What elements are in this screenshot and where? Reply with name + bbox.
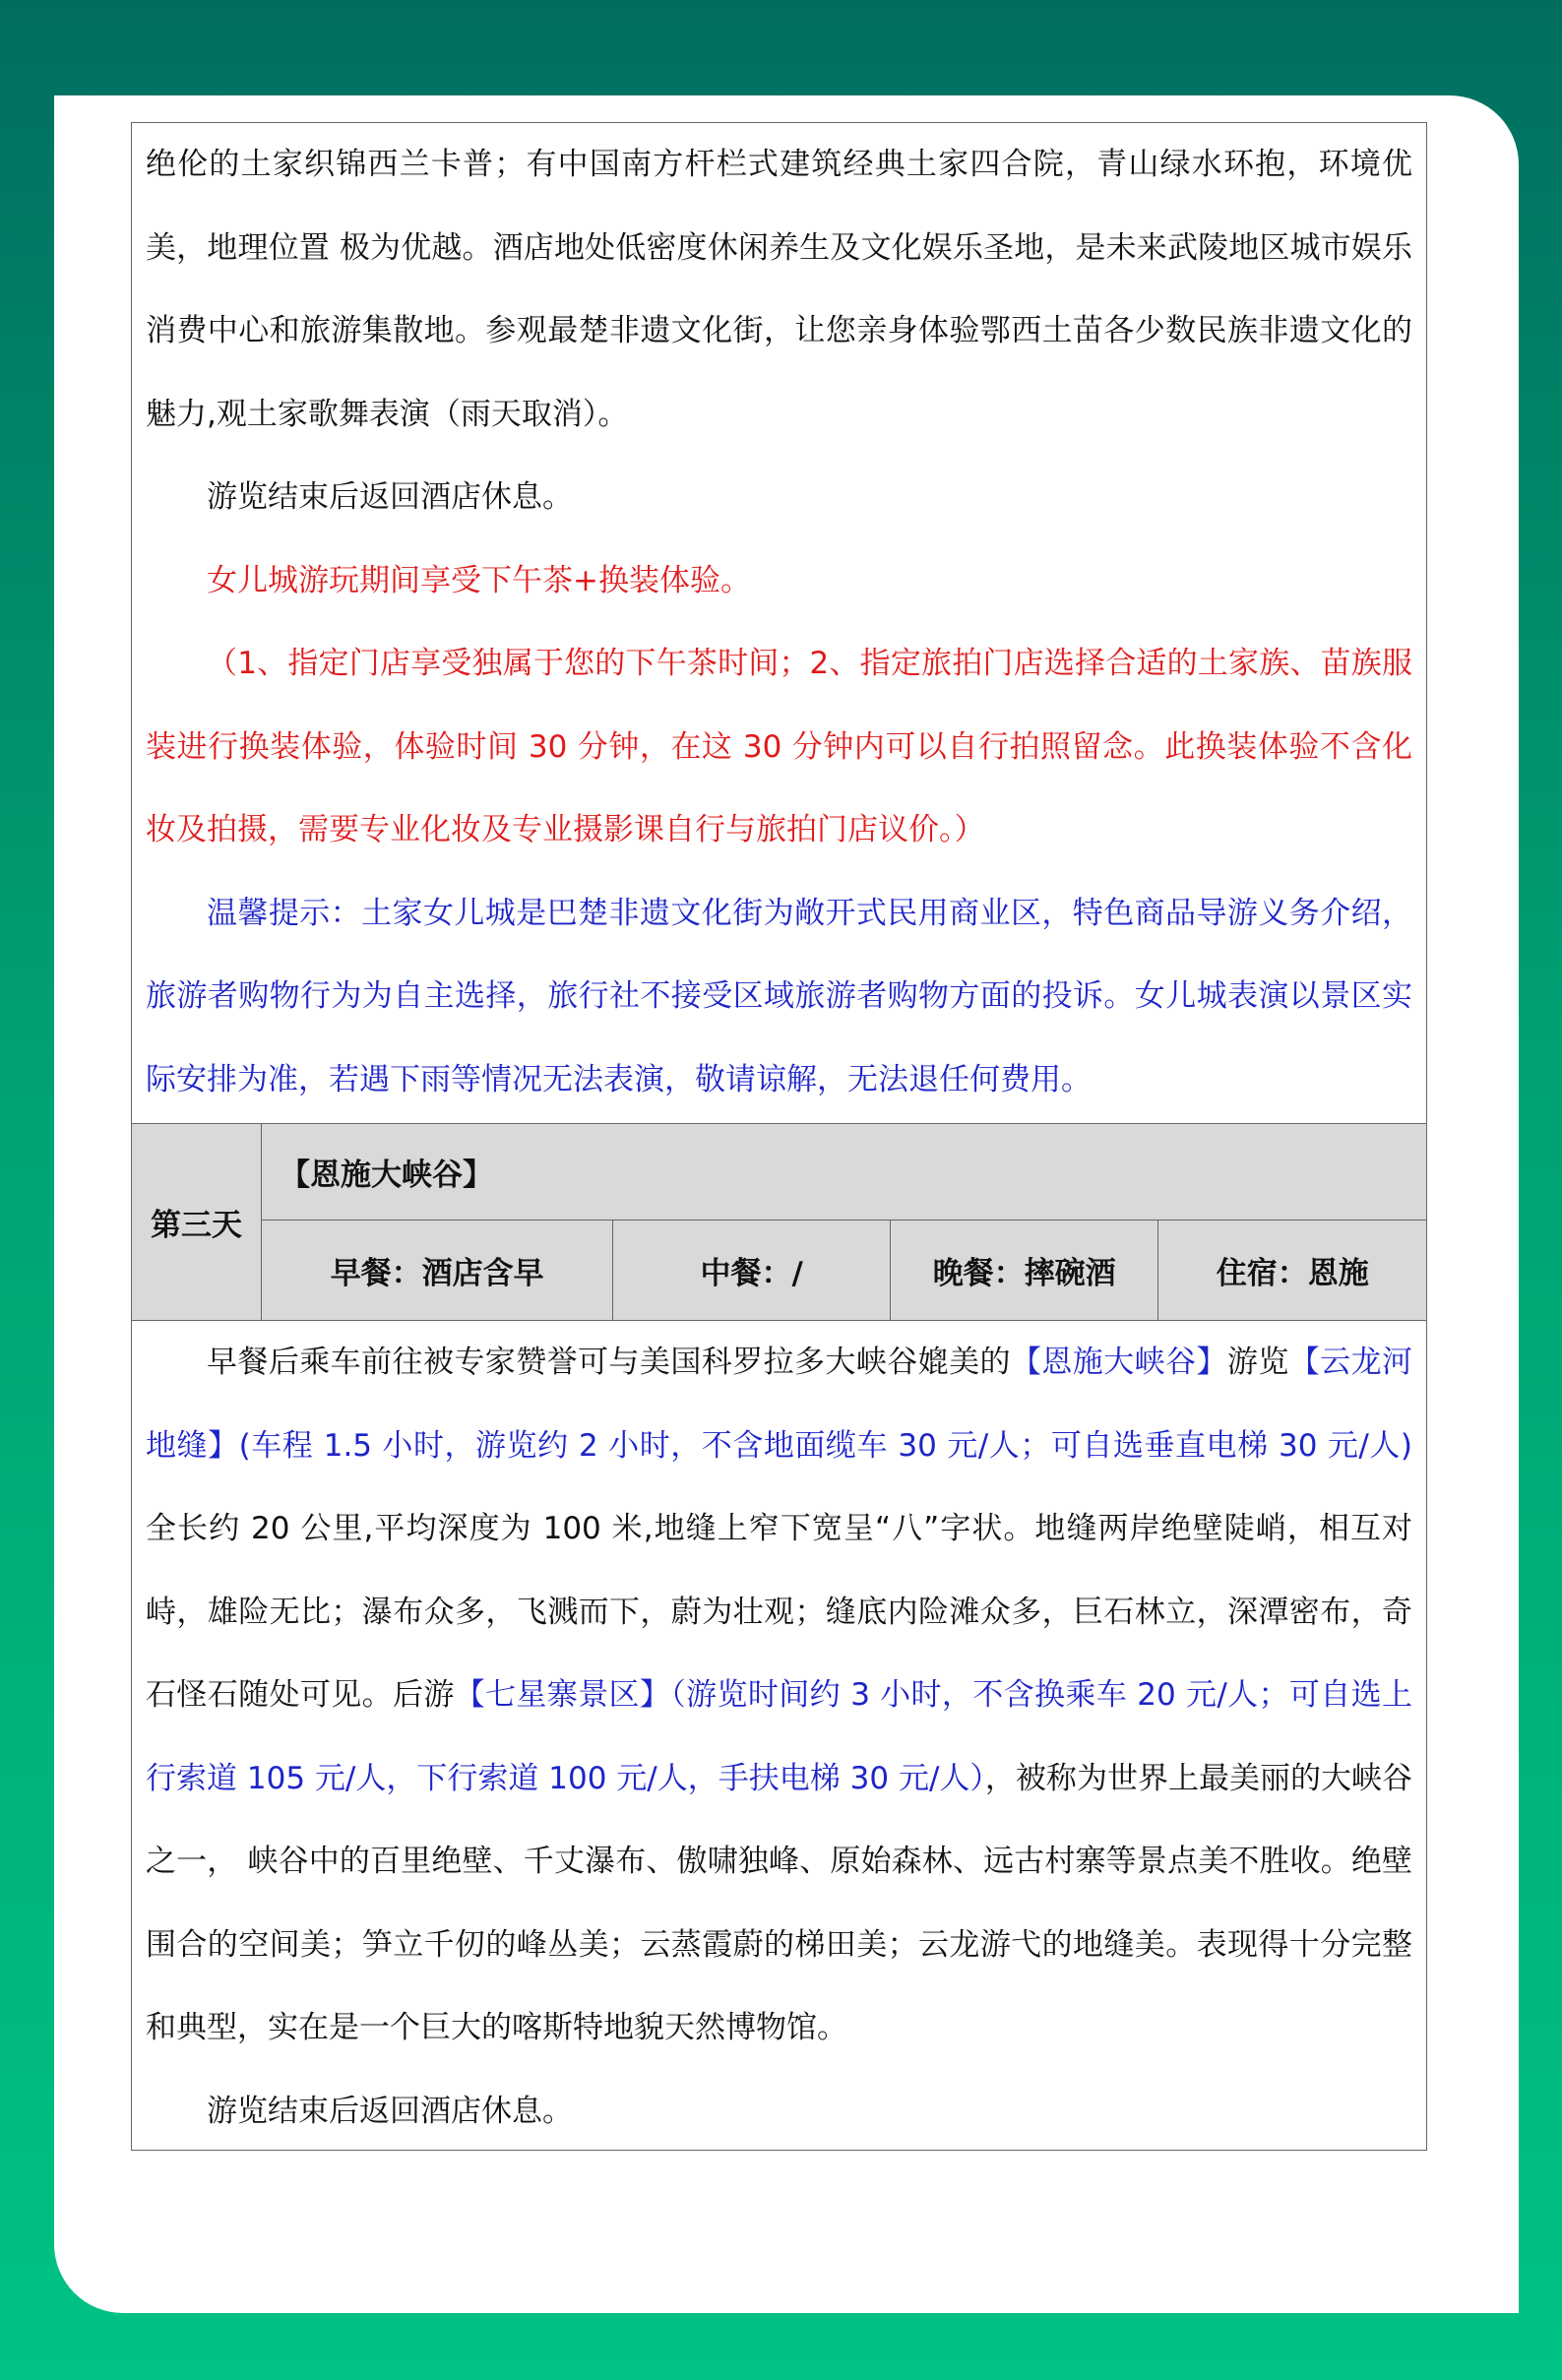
day3-header [132,1123,1426,1320]
paragraph-warm-tip: 温馨提示：土家女儿城是巴楚非遗文化街为敞开式民用商业区，特色商品导游义务介绍，旅游者购物行为为自主选择，旅行社不接受区域旅游者购物方面的投诉。女儿城表演以景区实际安排为准，若遇下雨等情况无法表演，敬请谅解，无法退任何费用。 [146,895,1412,1097]
paragraph-canyon [146,1321,1412,2070]
paragraph-tea-experience: 女儿城游玩期间享受下午茶+换装体验。 [207,562,751,598]
paragraph-return-hotel-2: 游览结束后返回酒店休息。 [207,2093,573,2129]
text-run: ，被称为世界上最美丽的大峡谷之一， 峡谷中的百里绝壁、千丈瀑布、傲啸独峰、原始森林、远古村寨等景点美不胜收。绝壁围合的空间美；笋立千仞的峰丛美；云蒸霞蔚的梯田美；云龙游弋的地缝美。表现得十分完整和典型，实在是一个巨大的喀斯特地貌天然博物馆。 [146,1760,1412,2045]
highlight-enshi-canyon: 【恩施大峡谷】 [1010,1345,1227,1380]
dinner-cell: 晚餐：摔碗酒 [891,1221,1159,1320]
text-run: 全长约 20 公里,平均深度为 100 米,地缝上窄下宽呈“八”字状。地缝两岸绝壁陡峭，相互对峙，雄险无比；瀑布众多，飞溅而下，蔚为壮观；缝底内险滩众多，巨石林立，深潭密布，奇石怪石随处可见。后游 [146,1511,1412,1713]
day-label: 第三天 [132,1124,262,1320]
lodging-cell: 住宿：恩施 [1216,1256,1369,1291]
lunch-cell: 中餐：/ [613,1221,891,1320]
text-run: 游览 [1226,1345,1289,1380]
text-run: 早餐后乘车前往被专家赞誉可与美国科罗拉多大峡谷媲美的 [207,1345,1011,1380]
day3-description [132,1320,1426,2152]
paragraph-return-hotel: 游览结束后返回酒店休息。 [207,479,573,515]
breakfast-cell: 早餐：酒店含早 [262,1221,613,1320]
itinerary-table [131,122,1427,2151]
day-title: 【恩施大峡谷】 [262,1124,1426,1221]
highlight-qixingzhai: 【七星寨景区】（游览时间约 3 小时，不含换乘车 20 元/人；可自选上行索道 105 元/人，下行索道 100 元/人，手扶电梯 30 元/人） [146,1677,1412,1796]
paragraph-experience-detail: （1、指定门店享受独属于您的下午茶时间；2、指定旅拍门店选择合适的土家族、苗族服装进行换装体验，体验时间 30 分钟，在这 30 分钟内可以自行拍照留念。此换装体验不含化妆及拍摄，需要专业化妆及专业摄影课自行与旅拍门店议价。） [146,646,1412,847]
highlight-yunlong-fissure: 【云龙河地缝】(车程 1.5 小时，游览约 2 小时，不含地面缆车 30 元/人；可自选垂直电梯 30 元/人) [146,1345,1413,1464]
paragraph-intro: 绝伦的土家织锦西兰卡普；有中国南方杆栏式建筑经典土家四合院，青山绿水环抱，环境优美，地理位置 极为优越。酒店地处低密度休闲养生及文化娱乐圣地，是未来武陵地区城市娱乐消费中心和旅游集散地。参观最楚非遗文化街，让您亲身体验鄂西土苗各少数民族非遗文化的魅力,观土家歌舞表演（雨天取消）。 [146,147,1412,432]
meals-row [262,1221,1426,1320]
day2-description [132,123,1426,1123]
